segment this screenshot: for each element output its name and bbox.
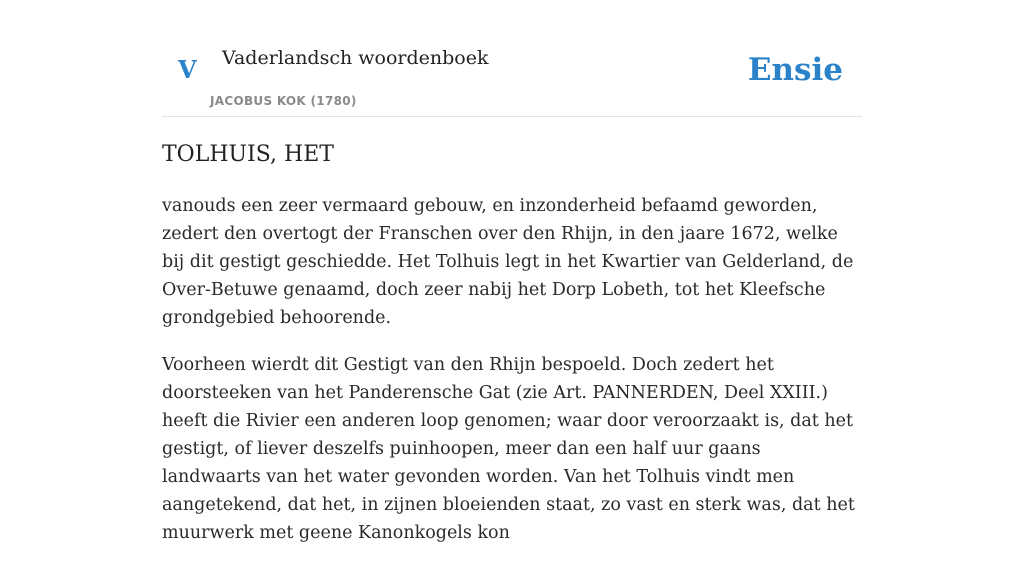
site-header xyxy=(162,0,862,117)
entry-body xyxy=(162,192,862,566)
book-title[interactable]: Vaderlandsch woordenboek xyxy=(222,47,489,69)
ensie-logo-link[interactable]: Ensie xyxy=(747,52,843,88)
entry-title: TOLHUIS, HET xyxy=(162,142,334,167)
entry-paragraph: vanouds een zeer vermaard gebouw, en inzonderheid befaamd geworden, zedert den overtogt der Franschen over den Rhijn, in den jaare 1672, welke bij dit gestigt geschiedde. Het Tolhuis legt in het Kwartier van Gelderland, de Over-Betuwe genaamd, doch zeer nabij het Dorp Lobeth, tot het Kleefsche grondgebied behoorende. xyxy=(162,196,854,328)
book-author: JACOBUS KOK (1780) xyxy=(210,94,357,108)
book-initial-badge[interactable]: V xyxy=(178,55,197,84)
entry-paragraph: Voorheen wierdt dit Gestigt van den Rhijn bespoeld. Doch zedert het doorsteeken van het Panderensche Gat (zie Art. PANNERDEN, Deel XXIII.) heeft die Rivier een anderen loop genomen; waar door veroorzaakt is, dat het gestigt, of liever deszelfs puinhoopen, meer dan een half uur gaans landwaarts van het water gevonden worden. Van het Tolhuis vindt men aangetekend, dat het, in zijnen bloeienden staat, zo vast en sterk was, dat het muurwerk met geene Kanonkogels kon xyxy=(162,355,855,543)
